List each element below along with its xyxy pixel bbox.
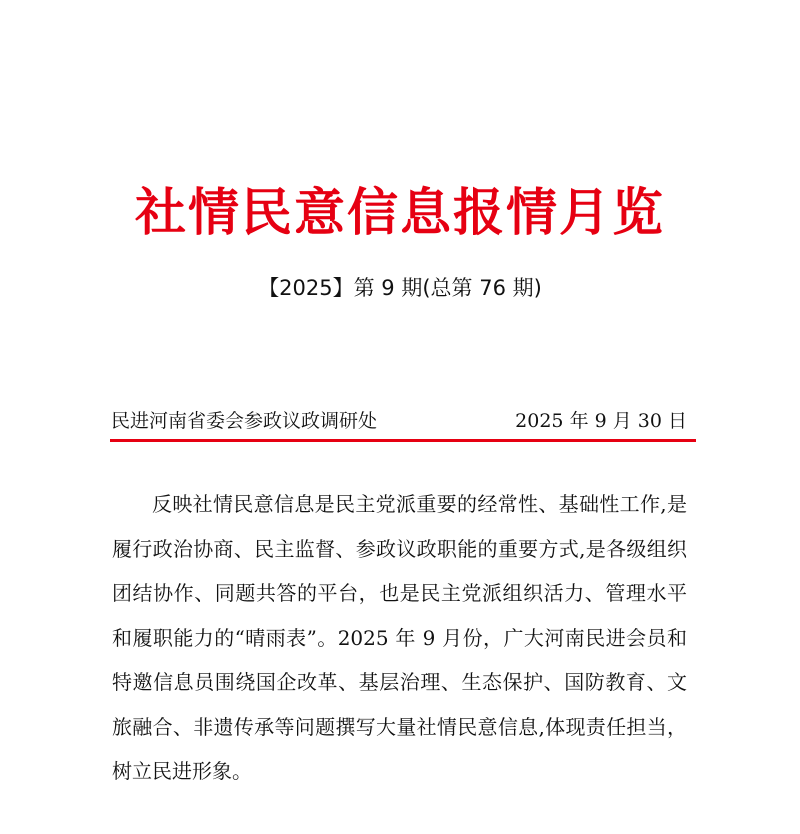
masthead-info-row (111, 406, 695, 436)
issue-number: 【2025】第 9 期(总第 76 期) (258, 276, 542, 300)
issuing-organization: 民进河南省委会参政议政调研处 (111, 410, 378, 432)
issue-date: 2025 年 9 月 30 日 (515, 410, 687, 432)
red-divider-line (110, 439, 696, 442)
document-title: 社情民意信息报情月览 (134, 183, 665, 243)
body-paragraph: 反映社情民意信息是民主党派重要的经常性、基础性工作,是履行政治协商、民主监督、参政议政职能的重要方式,是各级组织团结协作、同题共答的平台，也是民主党派组织活力、管理水平和履职能力的“晴雨表”。2025 年 9 月份，广大河南民进会员和特邀信息员围绕国企改革、基层治理、生态保护、国防教育、文旅融合、非遗传承等问题撰写大量社情民意信息,体现责任担当，树立民进形象。 (112, 492, 687, 783)
